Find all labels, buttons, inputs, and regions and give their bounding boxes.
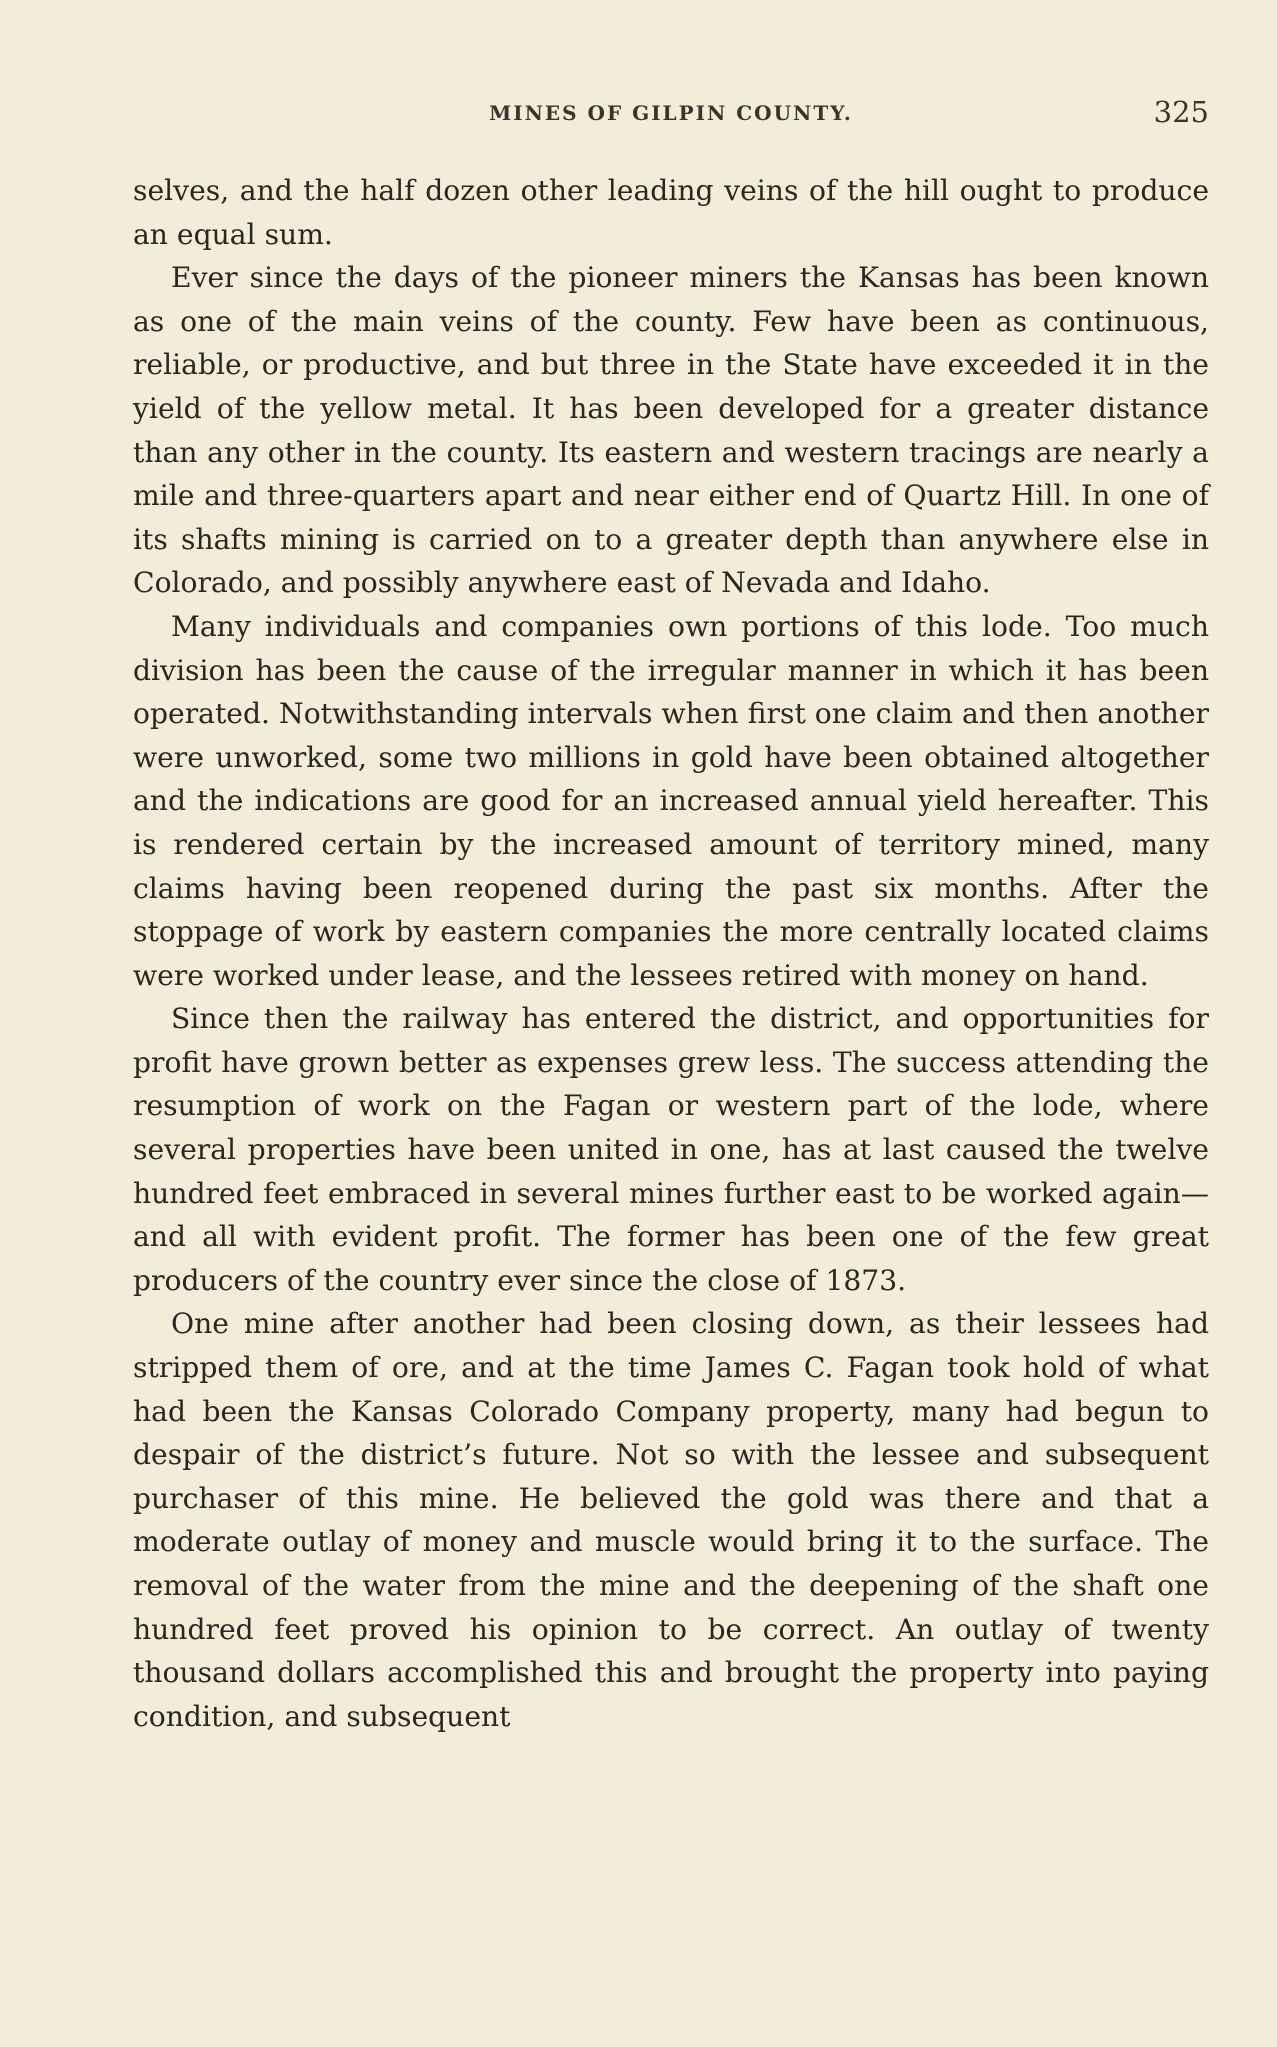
paragraph-lode-ownership: Many individuals and companies own portions of this lode. Too much division has been the cause of the irregular manner in which it has been operated. Notwithstanding intervals when first one claim and then another were unworked, some two millions in gold have been obtained altogether and the indications are good for an increased annual yield hereafter. This is rendered certain by the increased amount of territory mined, many claims having been reopened during the past six months. After the stoppage of work by eastern companies the more centrally located claims were worked under lease, and the lessees retired with money on hand.: [133, 609, 1209, 992]
page-number: 325: [1153, 95, 1209, 129]
paragraph-continued: selves, and the half dozen other leading veins of the hill ought to produce an equal sum.: [133, 174, 1209, 251]
book-page: [133, 95, 1209, 1738]
body-text: [133, 169, 1209, 1738]
running-head: MINES OF GILPIN COUNTY.: [489, 101, 853, 125]
paragraph-fagan: One mine after another had been closing down, as their lessees had stripped them of ore, and at the time James C. Fagan took hold of what had been the Kansas Colorado Company property, many had begun to despair of the district’s future. Not so with the lessee and subsequent purchaser of this mine. He believed the gold was there and that a moderate outlay of money and muscle would bring it to the surface. The removal of the water from the mine and the deepening of the shaft one hundred feet proved his opinion to be correct. An outlay of twenty thousand dollars accomplished this and brought the property into paying condition, and subsequent: [133, 1307, 1209, 1733]
paragraph-kansas-history: Ever since the days of the pioneer miners the Kansas has been known as one of the main veins of the county. Few have been as continuous, reliable, or productive, and but three in the State have exceeded it in the yield of the yellow metal. It has been developed for a greater distance than any other in the county. Its eastern and western tracings are nearly a mile and three-quarters apart and near either end of Quartz Hill. In one of its shafts mining is carried on to a greater depth than anywhere else in Colorado, and possibly anywhere east of Nevada and Idaho.: [133, 261, 1209, 600]
paragraph-railway: Since then the railway has entered the district, and opportunities for profit have grown better as expenses grew less. The success attending the resumption of work on the Fagan or western part of the lode, where several properties have been united in one, has at last caused the twelve hundred feet embraced in several mines further east to be worked again—and all with evident profit. The former has been one of the few great producers of the country ever since the close of 1873.: [133, 1002, 1209, 1297]
page-header: [133, 95, 1209, 135]
